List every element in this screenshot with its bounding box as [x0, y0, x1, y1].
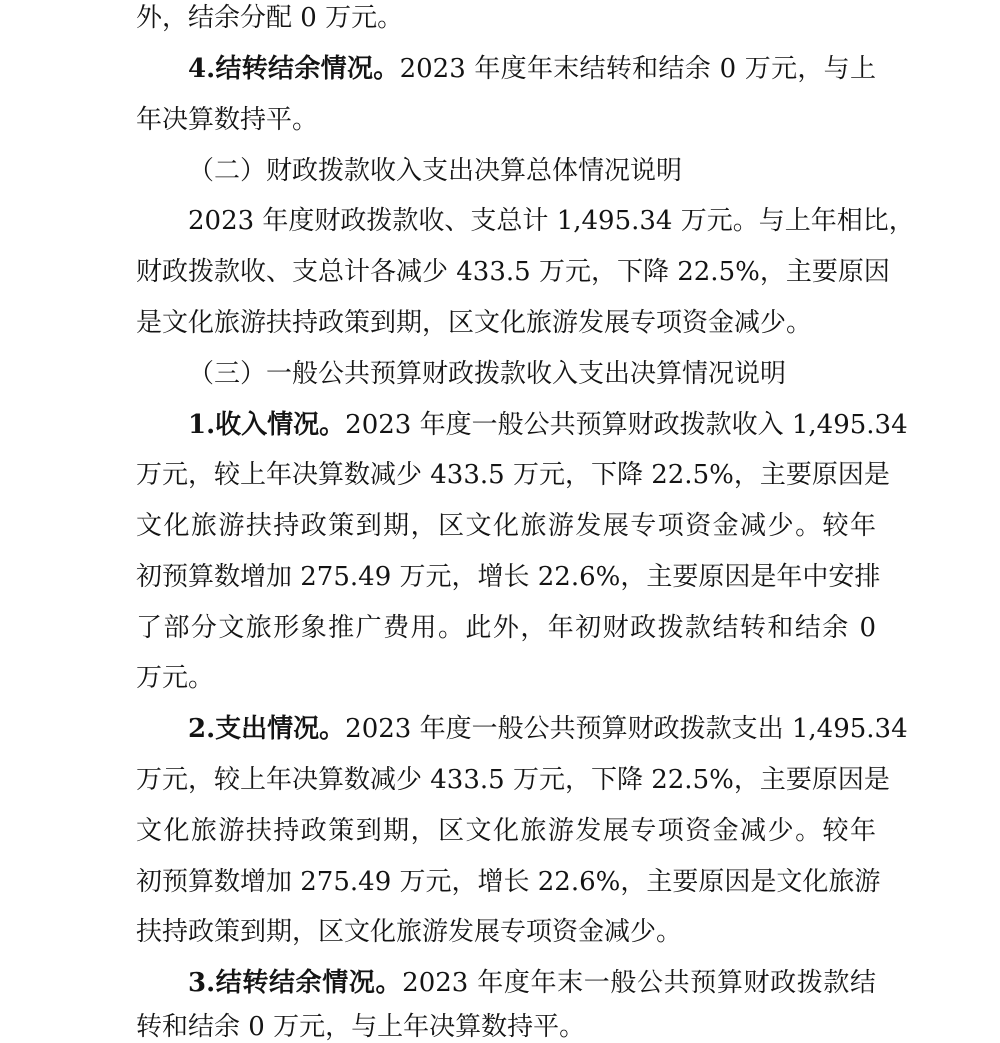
bold-lead-in: 3.结转结余情况。	[188, 968, 403, 998]
text-line: 是文化旅游扶持政策到期，区文化旅游发展专项资金减少。	[136, 308, 813, 338]
text-line: 2023 年度财政拨款收、支总计 1,495.34 万元。与上年相比，	[188, 206, 915, 236]
bold-lead-in: 1.收入情况。	[188, 410, 346, 440]
text-line: 年决算数持平。	[136, 105, 319, 135]
text-line: 初预算数增加 275.49 万元，增长 22.6%，主要原因是年中安排	[136, 562, 881, 592]
text-line: 万元。	[136, 663, 215, 693]
text-line: 万元，较上年决算数减少 433.5 万元，下降 22.5%，主要原因是	[136, 765, 890, 795]
expense-heading-line: 2.支出情况。2023 年度一般公共预算财政拨款支出 1,495.34	[188, 714, 908, 744]
text-line: 财政拨款收、支总计各减少 433.5 万元，下降 22.5%，主要原因	[136, 257, 890, 287]
text-line: 转和结余 0 万元，与上年决算数持平。	[136, 1012, 586, 1042]
bold-lead-in: 2.支出情况。	[188, 714, 346, 744]
section-heading-two: （二）财政拨款收入支出决算总体情况说明	[188, 156, 683, 186]
text-line: 文化旅游扶持政策到期，区文化旅游发展专项资金减少。较年	[136, 816, 876, 846]
text-line: 初预算数增加 275.49 万元，增长 22.6%，主要原因是文化旅游	[136, 867, 881, 897]
balance-heading-line: 3.结转结余情况。2023 年度年末一般公共预算财政拨款结	[188, 968, 876, 998]
text-line: 扶持政策到期，区文化旅游发展专项资金减少。	[136, 917, 683, 947]
text-line: 文化旅游扶持政策到期，区文化旅游发展专项资金减少。较年	[136, 511, 876, 541]
text-line: 外，结余分配 0 万元。	[136, 3, 404, 33]
bold-lead-in: 4.结转结余情况。	[188, 54, 400, 84]
text-line: 万元，较上年决算数减少 433.5 万元，下降 22.5%，主要原因是	[136, 460, 890, 490]
section-heading-three: （三）一般公共预算财政拨款收入支出决算情况说明	[188, 359, 787, 389]
income-heading-line: 1.收入情况。2023 年度一般公共预算财政拨款收入 1,495.34	[188, 410, 908, 440]
text-line: 了部分文旅形象推广费用。此外，年初财政拨款结转和结余 0	[136, 613, 876, 643]
section-4-heading-line: 4.结转结余情况。2023 年度年末结转和结余 0 万元，与上	[188, 54, 876, 84]
